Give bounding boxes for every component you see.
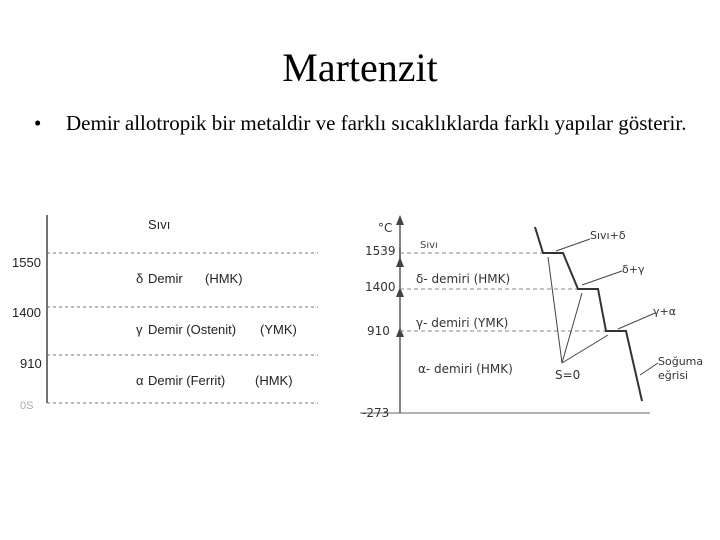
axis-arrow-icon — [396, 257, 404, 267]
annotation-delta-gamma: δ+γ — [622, 263, 645, 276]
temp-1550: 1550 — [12, 255, 41, 270]
zone-delta: δ- demiri (HMK) — [416, 272, 511, 286]
annotation-gamma-alpha: γ+α — [653, 305, 676, 318]
cooling-curve-figure — [350, 205, 720, 423]
annotation-s-zero: S=0 — [555, 368, 581, 382]
temp-273: -273 — [362, 406, 390, 420]
zone-delta-struct: (HMK) — [205, 271, 243, 286]
temp-910: 910 — [20, 356, 42, 371]
axis-arrow-icon — [396, 215, 404, 225]
zone-delta-symbol: δ — [136, 271, 144, 286]
temp-1400: 1400 — [12, 305, 41, 320]
zone-alpha-symbol: α — [136, 373, 144, 388]
bullet-text: Demir allotropik bir metaldir ve farklı sıcaklıklarda farklı yapılar gösterir. — [66, 111, 687, 135]
unit-label: °C — [378, 221, 393, 235]
zone-sivi: Sıvı — [148, 217, 171, 232]
zone-alpha: α- demiri (HMK) — [418, 362, 513, 376]
temp-910: 910 — [367, 324, 390, 338]
zone-alpha-struct: (HMK) — [255, 373, 293, 388]
temp-bottom: 0S — [20, 400, 34, 412]
annotation-cooling-line2: eğrisi — [658, 369, 689, 382]
temp-1400: 1400 — [365, 280, 396, 294]
zone-alpha-name: Demir (Ferrit) — [148, 373, 226, 388]
iron-phases-figure — [0, 195, 330, 415]
zone-gamma-symbol: γ — [136, 322, 143, 337]
zone-gamma-name: Demir (Ostenit) — [148, 322, 237, 337]
zone-gamma-struct: (YMK) — [260, 322, 297, 337]
cooling-curve-line — [535, 227, 642, 401]
annotation-sivi-delta: Sıvı+δ — [590, 229, 626, 242]
axis-arrow-icon — [396, 327, 404, 337]
annotation-cooling-line1: Soğuma — [658, 355, 704, 368]
zone-delta-name: Demir — [148, 271, 183, 286]
bullet-dot-icon: • — [34, 111, 42, 135]
temp-1539: 1539 — [365, 244, 396, 258]
slide-title: Martenzit — [282, 45, 438, 90]
zone-gamma: γ- demiri (YMK) — [416, 316, 509, 330]
zone-sivi: Sıvı — [420, 240, 438, 251]
